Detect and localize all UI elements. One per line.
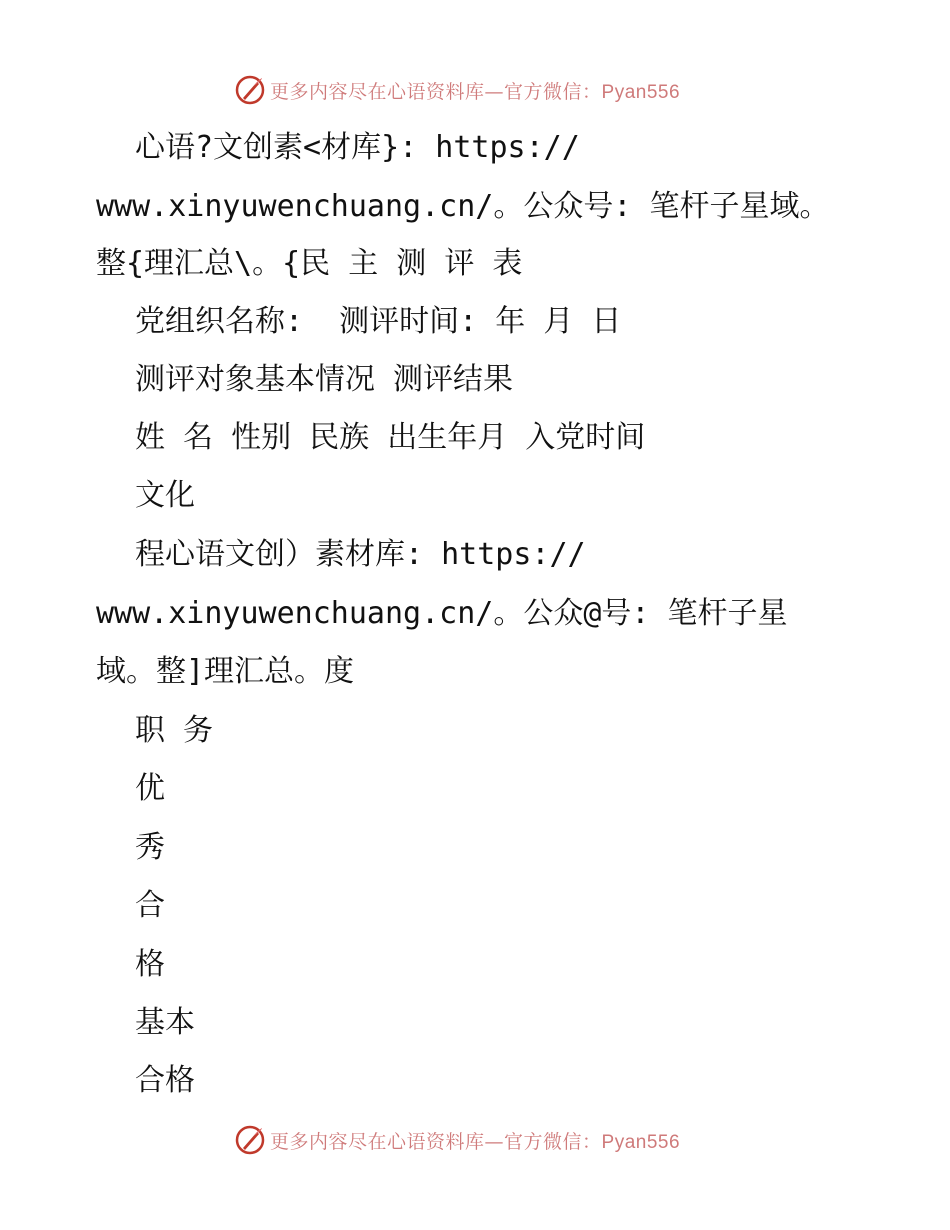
text-line: 文化 — [135, 478, 195, 513]
text-line: 党组织名称: 测评时间: 年 月 日 — [135, 304, 622, 339]
text-line: www.xinyuwenchuang.cn/。公众号: 笔杆子星域。 — [96, 189, 830, 224]
banner-wechat-id: Pyan556 — [601, 1131, 681, 1153]
text-line: 基本 — [135, 1005, 195, 1040]
text-line: 姓 名 性别 民族 出生年月 入党时间 — [135, 420, 646, 455]
text-line: 心语?文创素<材库}: https:// — [135, 130, 580, 165]
red-quill-seal-icon — [234, 74, 266, 106]
banner-text — [270, 1127, 680, 1154]
text-line: 测评对象基本情况 测评结果 — [135, 362, 514, 397]
footer-banner — [234, 1123, 680, 1157]
text-line: 格 — [135, 947, 165, 982]
text-line: 程心语文创）素材库: https:// — [135, 537, 586, 572]
banner-wechat-id: Pyan556 — [601, 81, 681, 103]
text-line: 域。整]理汇总。度 — [96, 654, 355, 689]
text-line: 合 — [135, 888, 165, 923]
banner-text — [270, 77, 680, 104]
text-line: 合格 — [135, 1063, 195, 1098]
red-quill-seal-icon — [234, 1124, 266, 1156]
text-line: 秀 — [135, 830, 165, 865]
text-line: www.xinyuwenchuang.cn/。公众@号: 笔杆子星 — [96, 596, 788, 631]
banner-slogan: 更多内容尽在心语资料库—官方微信： — [270, 1130, 602, 1153]
text-line: 优 — [135, 771, 165, 806]
header-banner — [234, 73, 680, 107]
banner-slogan: 更多内容尽在心语资料库—官方微信： — [270, 80, 602, 103]
text-line: 整{理汇总\。{民 主 测 评 表 — [96, 246, 523, 281]
text-line: 职 务 — [135, 713, 214, 748]
